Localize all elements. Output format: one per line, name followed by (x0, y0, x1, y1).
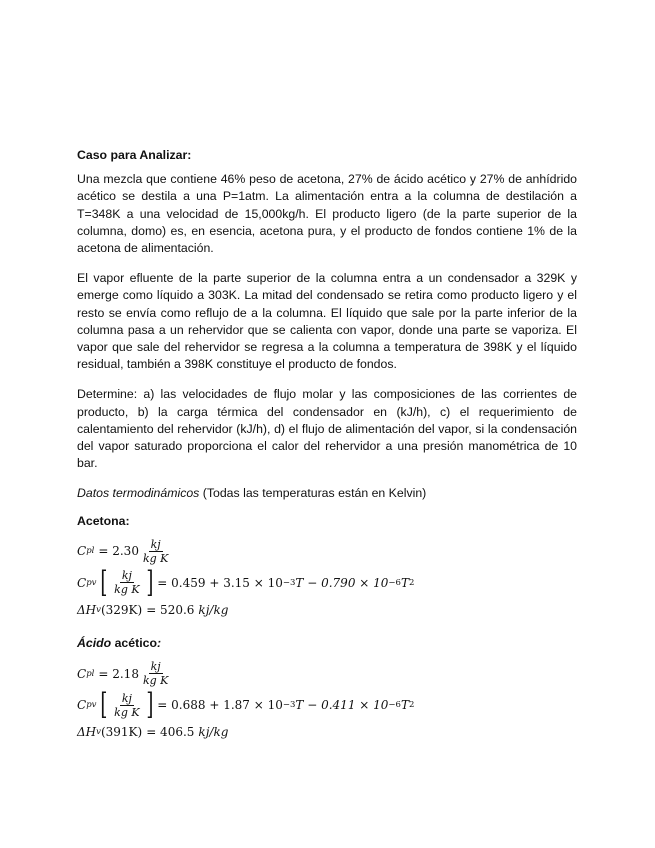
unit-fraction (112, 569, 141, 596)
acido-title (77, 635, 577, 652)
acido-dhv-unit: kj/kg (198, 725, 229, 740)
paragraph-problem-statement: Una mezcla que contiene 46% peso de acetona, 27% de ácido acético y 27% de anhídrido acético se destila a una P=1atm. La alimentación entra a la columna de destilación a T=348K a una velocidad de 15,000kg/h. El producto ligero (de la parte superior de la columna, domo) es, en esencia, acetona pura, y el producto de fondos contiene 1% de la acetona de alimentación. (77, 172, 577, 256)
acido-title-rest: acético (111, 635, 157, 650)
thermo-data-label (77, 485, 577, 502)
acetona-dhv-value: = 520.6 (146, 602, 195, 617)
thermo-data-label-italic: Datos termodinámicos (77, 486, 200, 501)
acido-cpv-rhs-b: T − 0.411 × 10 (295, 698, 389, 713)
document-page (77, 147, 577, 744)
acetona-cpl-value: = 2.30 (98, 544, 139, 559)
cp-symbol: C (77, 698, 87, 713)
acido-dhv-equation: ΔH v (391K) = 406.5 kj/kg (77, 725, 229, 740)
unit-fraction (141, 538, 170, 565)
unit-numerator: kj (121, 691, 132, 705)
acetona-cpv-equation: C pv [ $\frac{kj}{\text{kg K}}$ ] = 0.459 + 3.15 × 10 −3 T − 0.790 × 10 −6 T 2 (77, 564, 415, 600)
paragraph-questions: Determine: a) las velocidades de flujo molar y las composiciones de las corrientes de producto, b) la carga térmica del condensador en (kJ/h), c) el requerimiento de calentamiento del rehervidor (kJ/h), d) el flujo de alimentación del vapor, si la condensación del vapor saturado proporciona el calor del rehervidor a una presión manométrica de 10 bar. (77, 387, 577, 471)
delta-h-symbol: ΔH (77, 602, 97, 617)
acido-equations (77, 660, 577, 741)
acetona-dhv-temp: (329K) (100, 602, 143, 617)
acido-cpv-rhs-a: = 0.688 + 1.87 × 10 (157, 698, 283, 713)
thermo-data-label-note: (Todas las temperaturas están en Kelvin) (199, 486, 427, 501)
unit-denominator: kg K (114, 705, 140, 719)
cp-symbol: C (77, 575, 87, 590)
unit-denominator: kg K (114, 583, 140, 597)
section-heading: Caso para Analizar: (77, 148, 192, 162)
unit-numerator: kj (150, 660, 161, 674)
acido-dhv-temp: (391K) (100, 725, 143, 740)
acetona-cpv-rhs-a: = 0.459 + 3.15 × 10 (157, 575, 283, 590)
unit-numerator: kj (150, 537, 161, 551)
delta-h-symbol: ΔH (77, 725, 97, 740)
acetona-equations (77, 538, 577, 619)
acetona-dhv-unit: kj/kg (198, 602, 229, 617)
unit-numerator: kj (121, 569, 132, 583)
acido-cpl-equation: C pl = 2.18 $\frac{kj}{\text{kg K}}$ (77, 660, 169, 688)
unit-fraction (141, 660, 170, 687)
acetona-cpl-equation: C pl = 2.30 $\frac{kj}{\text{kg K}}$ (77, 537, 169, 565)
cp-symbol: C (77, 544, 87, 559)
cp-symbol: C (77, 666, 87, 681)
unit-bracket: [ $\frac{kj}{\text{kg K}}$ ] (100, 564, 153, 600)
acetona-dhv-equation: ΔH v (329K) = 520.6 kj/kg (77, 602, 229, 617)
acido-cpv-rhs-c: T (400, 698, 409, 713)
paragraph-process-description: El vapor efluente de la parte superior de la columna entra a un condensador a 329K y emerge como líquido a 303K. La mitad del condensado se retira como producto ligero y el resto se envía como reflujo de a la columna. El líquido que sale por la parte inferior de la columna pasa a un rehervidor que se calienta con vapor, donde una parte se vaporiza. El vapor que sale del rehervidor se regresa a la columna a temperatura de 398K y el líquido residual, también a 398K constituye el producto de fondos. (77, 271, 577, 372)
unit-denominator: kg K (142, 551, 169, 565)
acido-title-italic: Ácido (77, 635, 112, 650)
acido-dhv-value: = 406.5 (146, 725, 195, 740)
acido-cpv-equation: C pv [ $\frac{kj}{\text{kg K}}$ ] = 0.688 + 1.87 × 10 −3 T − 0.411 × 10 −6 T 2 (77, 687, 415, 723)
unit-fraction (112, 692, 141, 719)
acetona-cpv-rhs-b: T − 0.790 × 10 (295, 575, 389, 590)
acido-cpl-value: = 2.18 (98, 666, 139, 681)
acido-title-colon: : (156, 635, 162, 650)
acetona-title: Acetona: (77, 513, 130, 528)
acetona-cpv-rhs-c: T (400, 575, 409, 590)
unit-bracket: [ $\frac{kj}{\text{kg K}}$ ] (100, 687, 153, 723)
unit-denominator: kg K (142, 674, 169, 688)
